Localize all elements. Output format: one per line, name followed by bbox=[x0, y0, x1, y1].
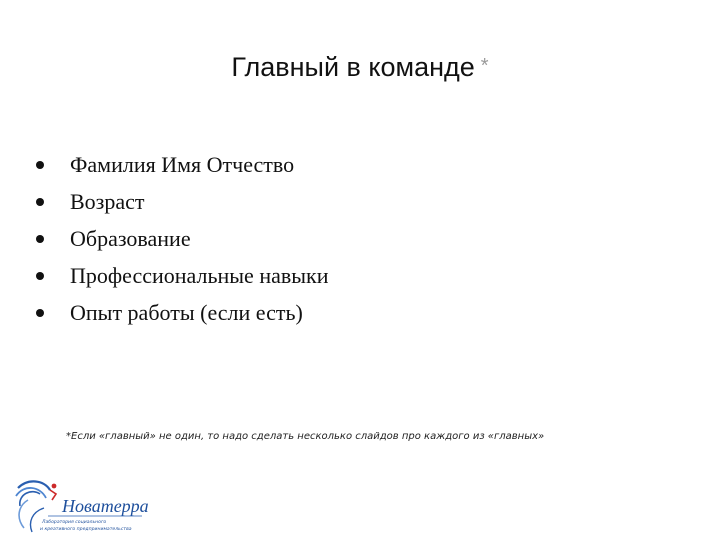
bullet-icon bbox=[36, 309, 44, 317]
bullet-icon bbox=[36, 198, 44, 206]
bullet-icon bbox=[36, 161, 44, 169]
title-asterisk: * bbox=[480, 55, 489, 77]
list-item bbox=[36, 220, 329, 257]
logo-tagline-1: Лаборатория социального bbox=[42, 520, 107, 525]
list-item-text: Образование bbox=[70, 225, 191, 251]
bullet-icon bbox=[36, 272, 44, 280]
list-item bbox=[36, 183, 329, 220]
list-item bbox=[36, 294, 329, 331]
bullet-icon bbox=[36, 235, 44, 243]
bullet-list bbox=[36, 146, 329, 331]
list-item bbox=[36, 257, 329, 294]
list-item-text: Опыт работы (если есть) bbox=[70, 299, 303, 325]
novaterra-logo-icon bbox=[10, 476, 150, 536]
logo-brand-text: Новатерра bbox=[62, 496, 149, 516]
slide-title-text: Главный в команде bbox=[231, 52, 475, 82]
list-item bbox=[36, 146, 329, 183]
slide-title bbox=[0, 52, 720, 83]
logo-tagline-2: и креативного предпринимательства bbox=[40, 527, 132, 532]
list-item-text: Возраст bbox=[70, 188, 145, 214]
list-item-text: Фамилия Имя Отчество bbox=[70, 151, 295, 177]
list-item-text: Профессиональные навыки bbox=[70, 262, 329, 288]
footnote: *Если «главный» не один, то надо сделать несколько слайдов про каждого из «главных» bbox=[66, 431, 545, 442]
